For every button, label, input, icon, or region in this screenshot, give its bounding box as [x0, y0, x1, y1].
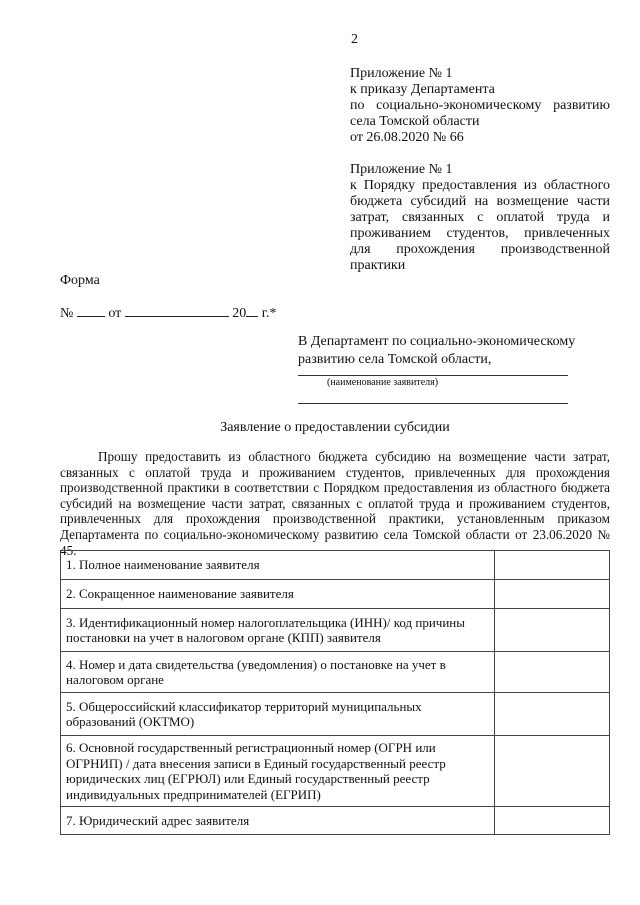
row-value-cell[interactable]	[495, 807, 610, 835]
row-label: 1. Полное наименование заявителя	[61, 551, 495, 580]
row-value-cell[interactable]	[495, 580, 610, 609]
row-label: 2. Сокращенное наименование заявителя	[61, 580, 495, 609]
appendix-order-date: от 26.08.2020 № 66	[350, 130, 464, 145]
row-label: 3. Идентификационный номер налогоплательщика (ИНН)/ код причины постановки на учет в налоговом органе (КПП) заявителя	[61, 609, 495, 652]
year-suffix: г.*	[261, 306, 277, 321]
application-body	[60, 449, 610, 558]
appendix-procedure-line: практики	[350, 258, 406, 273]
table-row	[61, 580, 610, 609]
page-number: 2	[351, 32, 358, 47]
applicant-name-field[interactable]	[298, 375, 568, 376]
row-value-cell[interactable]	[495, 551, 610, 580]
row-label: 6. Основной государственный регистрационный номер (ОГРН или ОГРНИП) / дата внесения записи в Единый государственный реестр юридических лиц (ЕГРЮЛ) или Единый государственный реестр индивидуальных предпринимателей (ЕГРИП)	[61, 736, 495, 807]
row-value-cell[interactable]	[495, 609, 610, 652]
applicant-info-table	[60, 550, 610, 835]
row-value-cell[interactable]	[495, 693, 610, 736]
addressee-block	[298, 333, 578, 369]
applicant-name-caption: (наименование заявителя)	[327, 377, 439, 388]
year-field[interactable]	[246, 304, 258, 317]
number-sign: №	[60, 306, 74, 321]
row-label: 4. Номер и дата свидетельства (уведомления) о постановке на учет в налоговом органе	[61, 652, 495, 693]
appendix-order-title: Приложение № 1	[350, 66, 453, 81]
table-row	[61, 652, 610, 693]
table-row	[61, 693, 610, 736]
appendix-procedure-line: бюджета субсидий на возмещение части	[350, 194, 610, 209]
row-label: 7. Юридический адрес заявителя	[61, 807, 495, 835]
appendix-order-block	[350, 66, 610, 146]
document-number-line	[60, 304, 276, 322]
appendix-order-line: села Томской области	[350, 114, 480, 129]
table-row	[61, 609, 610, 652]
appendix-procedure-title: Приложение № 1	[350, 162, 453, 177]
table-row	[61, 736, 610, 807]
number-field[interactable]	[77, 304, 105, 317]
application-body-text: Прошу предоставить из областного бюджета субсидию на возмещение части затрат, связанных с оплатой труда и проживанием студентов, привлеченных для прохождения производственной практики в соответствии с Порядком предоставления из областного бюджета субсидий на возмещение части затрат, связанных с оплатой труда и проживанием студентов, привлеченных для прохождения производственной практики, установленным приказом Департамента по социально-экономическому развитию села Томской области от 23.06.2020 № 45.	[60, 449, 610, 558]
row-label: 5. Общероссийский классификатор территорий муниципальных образований (ОКТМО)	[61, 693, 495, 736]
from-label: от	[108, 306, 122, 321]
addressee-line: В Департамент по социально-экономическому	[298, 334, 576, 349]
appendix-procedure-line: к Порядку предоставления из областного	[350, 178, 610, 193]
appendix-procedure-line: для прохождения производственной	[350, 242, 610, 257]
applicant-name-field-2[interactable]	[298, 403, 568, 404]
appendix-order-line: к приказу Департамента	[350, 82, 495, 97]
year-prefix: 20	[232, 306, 247, 321]
row-value-cell[interactable]	[495, 652, 610, 693]
addressee-line: развитию села Томской области,	[298, 352, 492, 367]
table-row	[61, 807, 610, 835]
date-field[interactable]	[125, 304, 229, 317]
appendix-order-line: по социально-экономическому развитию	[350, 98, 610, 113]
document-title: Заявление о предоставлении субсидии	[220, 420, 450, 435]
appendix-procedure-line: проживанием студентов, привлеченных	[350, 226, 610, 241]
row-value-cell[interactable]	[495, 736, 610, 807]
form-label: Форма	[60, 273, 100, 288]
appendix-procedure-line: затрат, связанных с оплатой труда и	[350, 210, 610, 225]
table-row	[61, 551, 610, 580]
appendix-procedure-block	[350, 162, 610, 274]
